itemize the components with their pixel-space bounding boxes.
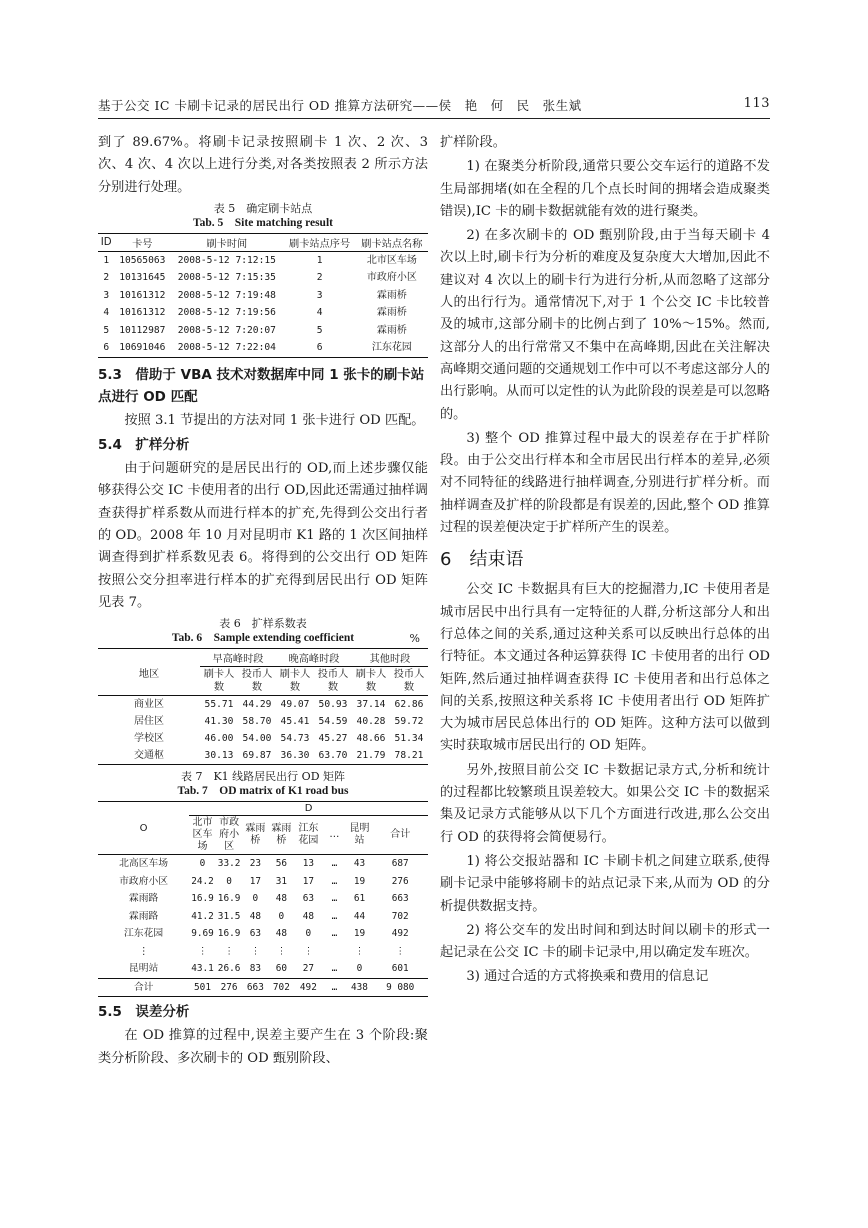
table-cell: … [331, 875, 338, 887]
table-row [98, 339, 428, 357]
table-cell [322, 943, 346, 961]
table-cell: 78.21 [394, 750, 424, 762]
table-cell: 13 [302, 858, 315, 870]
table-header: 卡号 [114, 233, 170, 251]
table7-body [98, 855, 428, 997]
table-cell: 霖雨桥 [376, 289, 407, 301]
table-cell: 21.79 [356, 750, 386, 762]
table-cell: 24.2 [191, 875, 214, 887]
table-cell: 市政府小区 [366, 272, 417, 284]
table-cell: 10565063 [119, 254, 166, 266]
table-cell: 702 [268, 978, 294, 997]
table-cell: 居住区 [134, 716, 164, 728]
table-cell: 16.9 [217, 893, 241, 905]
table-cell: 北高区车场 [119, 858, 169, 870]
table-cell: 1 [103, 254, 110, 266]
paragraph: 1) 在聚类分析阶段,通常只要公交车运行的道路不发生局部拥堵(如在全程的几个点长时间的拥堵会造成聚类错误),IC 卡的刷卡数据就能有效的进行聚类。 [440, 159, 770, 219]
table-cell: 23 [249, 858, 262, 870]
table-cell: 62.86 [394, 699, 424, 711]
right-column [440, 132, 770, 991]
table-cell: 30.13 [204, 750, 234, 762]
table-o-label: O [98, 802, 189, 855]
table-cell: … [331, 928, 338, 940]
table-cell: 19 [353, 875, 366, 887]
table-cell: 昆明站 [128, 963, 159, 975]
table-row [98, 873, 428, 891]
table6-caption-cn: 表 6 扩样系数表 [219, 617, 307, 631]
table-row [98, 251, 428, 269]
table-cell: 48 [275, 928, 288, 940]
table-row [98, 908, 428, 926]
table-cell: 492 [294, 978, 322, 997]
table-row [98, 890, 428, 908]
table-cell: 江东花园 [371, 342, 412, 354]
paragraph: 3) 整个 OD 推算过程中最大的误差存在于扩样阶段。由于公交出行样本和全市居民出行样本的差异,必须对不同特征的线路进行抽样调查,分别进行扩样分析。而抽样调查及扩样的阶段都是有误差的,因此,整个 OD 推算过程的误差便决定于扩样所产生的误差。 [440, 430, 770, 536]
table-cell: 60 [275, 963, 288, 975]
table-row [98, 978, 428, 997]
table-cell: 交通枢 [134, 750, 164, 762]
table-cell: ⋮ [224, 945, 234, 957]
table7 [98, 801, 428, 997]
paragraph: 2) 在多次刷卡的 OD 甄别阶段,由于当每天刷卡 4 次以上时,刷卡行为分析的难度及复杂度大大增加,因此不建议对 4 次以上的刷卡行为进行分析,从而忽略了这部分人的出行行为。通常情况下,对于 1 个公交 IC 卡比较普及的城市,这部分刷卡的比例占到了 10%～15%。然而,这部分人的出行常常又不集中在高峰期,因此在关注解决高峰期交通问题的交通规划工作中可以不考虑这部分人的出行影响。从而可以定性的认为此阶段的误差是可以忽略的。 [440, 228, 770, 422]
table-cell: 46.00 [204, 733, 234, 745]
table-cell: 19 [353, 928, 366, 940]
paragraph: 在 OD 推算的过程中,误差主要产生在 3 个阶段:聚类分析阶段、多次刷卡的 OD 甄别阶段、 [98, 1028, 428, 1066]
table-column-header: … [322, 816, 346, 855]
table-cell: 37.14 [356, 699, 386, 711]
table-row [98, 322, 428, 340]
table6-caption-en: Tab. 6 Sample extending coefficient [171, 632, 355, 645]
table-cell: 44.29 [242, 699, 272, 711]
table-cell: 0 [199, 858, 206, 870]
table-cell: 6 [316, 342, 323, 354]
table-cell: 9 080 [372, 978, 428, 997]
table-cell: 2 [316, 272, 323, 284]
table-cell: 17 [302, 875, 315, 887]
table-row [98, 943, 428, 961]
section-5-5-title [98, 1001, 428, 1023]
table-cell: 40.28 [356, 716, 386, 728]
table-cell: 6 [103, 342, 110, 354]
table-header: 刷卡时间 [170, 233, 283, 251]
table-cell: 江东花园 [124, 928, 164, 940]
section-heading: 5.4 扩样分析 [98, 437, 190, 454]
section-5-3-title [98, 364, 428, 408]
table-subheader: 刷卡人数 [276, 667, 314, 696]
table-cell: 54.73 [280, 733, 310, 745]
table5-caption-en: Tab. 5 Site matching result [193, 216, 333, 229]
table-cell: 36.30 [280, 750, 310, 762]
table-cell: 33.2 [217, 858, 241, 870]
paragraph: 3) 通过合适的方式将换乘和费用的信息记 [466, 969, 709, 985]
table-cell: 2 [103, 272, 110, 284]
table-cell: 48 [275, 893, 288, 905]
paragraph: 另外,按照目前公交 IC 卡数据记录方式,分析和统计的过程都比较繁琐且误差较大。如果公交 IC 卡的数据采集及记录方式能够从以下几个方面进行改进,那么公交出行 OD 的获得将会简便易行。 [440, 762, 770, 845]
table-cell: ⋮ [276, 945, 287, 957]
table-cell: … [331, 858, 338, 870]
table-group-header: 其他时段 [352, 649, 428, 667]
table-cell: 0 [356, 963, 363, 975]
paragraph: 到了 89.67%。将刷卡记录按照刷卡 1 次、2 次、3 次、4 次、4 次以上进行分类,对各类按照表 2 所示方法分别进行处理。 [98, 135, 428, 195]
table-cell: 63.70 [318, 750, 348, 762]
table-cell: 51.34 [394, 733, 424, 745]
table-cell: 61 [353, 893, 366, 905]
table-group-header: 早高峰时段 [200, 649, 276, 667]
table-column-header: 昆明站 [346, 816, 372, 855]
table-cell: 合计 [98, 978, 189, 997]
table6-unit: % [409, 632, 420, 646]
table-cell: … [331, 910, 338, 922]
table-cell: 48.66 [356, 733, 386, 745]
table-column-header: 市政府小区 [216, 816, 243, 855]
table-cell: 16.9 [191, 893, 214, 905]
table-cell: 10161312 [119, 307, 166, 319]
table-cell: … [331, 893, 338, 905]
table-cell: 54.00 [242, 733, 272, 745]
table-cell: ⋮ [354, 945, 365, 957]
table6-caption [98, 616, 428, 646]
table-cell: ⋮ [303, 945, 314, 957]
table-cell: 霖雨路 [128, 893, 159, 905]
table-cell: 3 [103, 289, 110, 301]
table-cell: … [331, 963, 338, 975]
header-rule [98, 118, 770, 119]
table-row [98, 960, 428, 978]
table-cell: 0 [278, 910, 285, 922]
table-cell: 霖雨桥 [376, 307, 407, 319]
table-cell: 501 [189, 978, 216, 997]
table-cell: 41.2 [191, 910, 214, 922]
table-subheader: 投币人数 [314, 667, 352, 696]
table-subheader: 刷卡人数 [200, 667, 238, 696]
table5-caption [98, 201, 428, 231]
table-cell: 63 [249, 928, 262, 940]
table-cell: 45.27 [318, 733, 348, 745]
table-cell: 10161312 [119, 289, 166, 301]
table-cell: 45.41 [280, 716, 310, 728]
table-cell: 43 [353, 858, 366, 870]
table-cell: 58.70 [242, 716, 272, 728]
table-cell: 5 [316, 324, 323, 336]
section-5-4-title [98, 434, 428, 456]
table-cell: 44 [353, 910, 366, 922]
table-cell: 北市区车场 [366, 254, 417, 266]
table-cell: 31 [275, 875, 288, 887]
table-cell: 687 [391, 858, 409, 870]
table-cell: 54.59 [318, 716, 348, 728]
table-cell: 霖雨路 [128, 910, 159, 922]
table-cell: 2008-5-12 7:19:56 [177, 307, 276, 319]
table-header: 刷卡站点名称 [356, 233, 428, 251]
table-row [98, 747, 428, 765]
table-cell: ⋮ [250, 945, 261, 957]
table-cell: 663 [242, 978, 268, 997]
page-number: 113 [743, 96, 770, 111]
table-cell: 83 [249, 963, 262, 975]
table6 [98, 648, 428, 765]
table-cell: 438 [346, 978, 372, 997]
paragraph: 1) 将公交报站器和 IC 卡刷卡机之间建立联系,使得刷卡记录中能够将刷卡的站点记录下来,从而为 OD 的分析提供数据支持。 [440, 853, 770, 914]
table-cell: 43.1 [191, 963, 214, 975]
table-cell: 276 [391, 875, 409, 887]
table5-caption-cn: 表 5 确定刷卡站点 [213, 201, 313, 215]
table-cell: 50.93 [318, 699, 348, 711]
table-cell: 1 [316, 254, 323, 266]
table-cell: ⋮ [395, 945, 405, 957]
section-6-title: 6 结束语 [440, 549, 524, 571]
table7-caption [98, 769, 428, 799]
table-column-header: 江东花园 [294, 816, 322, 855]
table5-body [98, 251, 428, 357]
table-column-header: 霖雨桥 [268, 816, 294, 855]
table-cell: 市政府小区 [119, 875, 169, 887]
paragraph: 扩样阶段。 [440, 135, 506, 150]
table-cell: … [322, 978, 346, 997]
table-cell: 2008-5-12 7:15:35 [177, 272, 276, 284]
table-group-header: 晚高峰时段 [276, 649, 352, 667]
table-column-header: 北市区车场 [189, 816, 216, 855]
table-cell: 2008-5-12 7:22:04 [177, 342, 276, 354]
table-row [98, 287, 428, 305]
table-row [98, 730, 428, 747]
table-cell: 商业区 [134, 699, 164, 711]
table-cell: 31.5 [217, 910, 241, 922]
left-column [98, 132, 428, 1072]
table-column-header: 合计 [372, 816, 428, 855]
section-heading: 5.5 误差分析 [98, 1004, 190, 1021]
table-cell: 55.71 [204, 699, 234, 711]
table-cell: 41.30 [204, 716, 234, 728]
table-cell: 48 [249, 910, 262, 922]
table-cell: 2008-5-12 7:20:07 [177, 324, 276, 336]
table-cell: 学校区 [134, 733, 164, 745]
table-cell: 56 [275, 858, 288, 870]
table-cell: 63 [302, 893, 315, 905]
section-heading: 5.3 借助于 VBA 技术对数据库中同 1 张卡的刷卡站点进行 OD 匹配 [98, 366, 425, 405]
table-corner: 地区 [98, 649, 200, 696]
table-cell: 0 [305, 928, 312, 940]
table-cell: 17 [249, 875, 262, 887]
table-subheader: 投币人数 [390, 667, 428, 696]
table-cell: 276 [216, 978, 243, 997]
running-title: 基于公交 IC 卡刷卡记录的居民出行 OD 推算方法研究——侯 艳 何 民 张生斌 [98, 98, 582, 113]
table-cell: 9.69 [191, 928, 214, 940]
table6-body [98, 696, 428, 765]
table-cell: 601 [391, 963, 409, 975]
table-row [98, 269, 428, 287]
table-row [98, 855, 428, 873]
table-cell: 4 [316, 307, 323, 319]
table-cell: ⋮ [138, 945, 149, 957]
table-cell: 5 [103, 324, 110, 336]
table-header: 刷卡站点序号 [284, 233, 356, 251]
table-cell: 10691046 [119, 342, 166, 354]
table7-caption-cn: 表 7 K1 线路居民出行 OD 矩阵 [180, 770, 346, 784]
table-cell: 3 [316, 289, 323, 301]
table-row [98, 696, 428, 714]
table-cell: 4 [103, 307, 110, 319]
table-cell: 2008-5-12 7:19:48 [177, 289, 276, 301]
paragraph: 按照 3.1 节提出的方法对同 1 张卡进行 OD 匹配。 [124, 412, 425, 428]
table5 [98, 233, 428, 358]
table-subheader: 投币人数 [238, 667, 276, 696]
table-cell: 49.07 [280, 699, 310, 711]
table-row [98, 304, 428, 322]
table-cell: 16.9 [217, 928, 241, 940]
table-cell: 霖雨桥 [376, 324, 407, 336]
table-d-label: D [189, 802, 428, 816]
table-cell: 10131645 [119, 272, 166, 284]
table7-caption-en: Tab. 7 OD matrix of K1 road bus [177, 785, 349, 798]
table-cell: ⋮ [197, 945, 208, 957]
table-cell: 0 [252, 893, 259, 905]
paragraph: 公交 IC 卡数据具有巨大的挖掘潜力,IC 卡使用者是城市居民中出行具有一定特征的人群,分析这部分人和出行总体之间的关系,通过这种关系可以反映出行总体的出行特征。本文通过各种运算获得 IC 卡使用者的出行 OD 矩阵,然后通过抽样调查获得 IC 卡使用者和出行总体之间的关系,按照这种关系将 IC 卡使用者出行 OD 矩阵扩大为城市居民总体出行的 OD 矩阵。这种方法可以做到实时获取城市居民出行的 OD 矩阵。 [440, 582, 770, 754]
table-cell: 10112987 [119, 324, 166, 336]
paragraph: 2) 将公交车的发出时间和到达时间以刷卡的形式一起记录在公交 IC 卡的刷卡记录中,用以确定发车班次。 [440, 922, 770, 961]
paragraph: 由于问题研究的是居民出行的 OD,而上述步骤仅能够获得公交 IC 卡使用者的出行 OD,因此还需通过抽样调查获得扩样系数从而进行样本的扩充,先得到公交出行者的 OD。2008 年 10 月对昆明市 K1 路的 1 次区间抽样调查得到扩样系数见表 6。将得到的公交出行 OD 矩阵按照公交分担率进行样本的扩充得到居民出行 OD 矩阵见表 7。 [98, 461, 428, 610]
table-cell: 48 [302, 910, 315, 922]
table-cell: 663 [391, 893, 409, 905]
table-row [98, 925, 428, 943]
table-cell: 0 [226, 875, 232, 887]
table-cell: 27 [302, 963, 315, 975]
table-cell: 702 [391, 910, 409, 922]
table-subheader: 刷卡人数 [352, 667, 390, 696]
table-cell: 26.6 [217, 963, 241, 975]
table-cell: 2008-5-12 7:12:15 [177, 254, 276, 266]
table-header: ID [98, 233, 114, 251]
table-column-header: 霖雨桥 [242, 816, 268, 855]
table-cell: 59.72 [394, 716, 424, 728]
table-row [98, 713, 428, 730]
table-cell: 69.87 [242, 750, 272, 762]
table-cell: 492 [391, 928, 409, 940]
running-header [98, 96, 770, 116]
